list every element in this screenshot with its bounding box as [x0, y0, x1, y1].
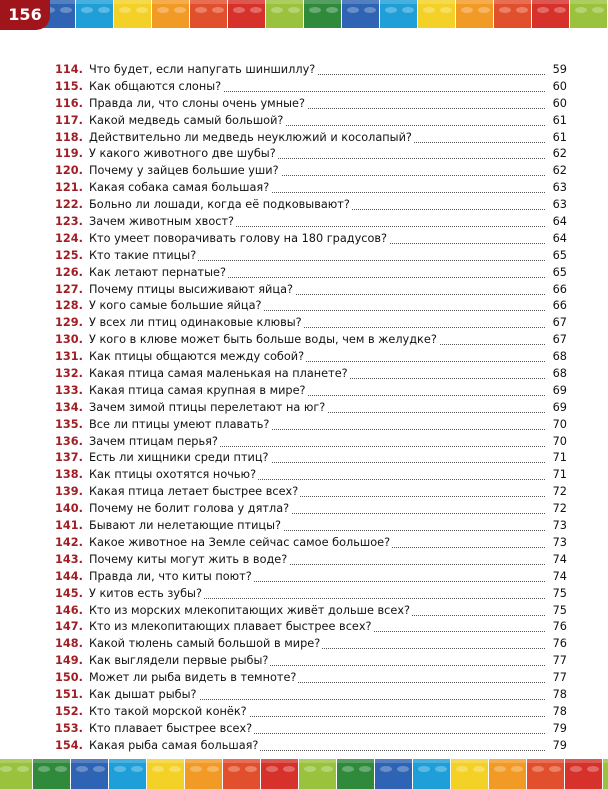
toc-entry-page: 66 — [545, 282, 567, 299]
toc-entry[interactable] — [55, 214, 567, 231]
toc-entry-page: 65 — [545, 248, 567, 265]
toc-entry-page: 69 — [545, 400, 567, 417]
lego-stud — [114, 766, 126, 772]
lego-brick — [152, 0, 189, 28]
lego-brick — [304, 0, 341, 28]
lego-stud — [435, 766, 447, 772]
lego-brick — [603, 759, 608, 789]
lego-brick — [76, 0, 113, 28]
toc-entry-title: Правда ли, что киты поют? — [89, 569, 254, 586]
toc-entry[interactable] — [55, 552, 567, 569]
lego-stud — [98, 7, 110, 13]
toc-entry[interactable] — [55, 501, 567, 518]
toc-entry-page: 74 — [545, 552, 567, 569]
lego-stud — [587, 766, 599, 772]
toc-entry-title: Какая птица самая крупная в мире? — [89, 383, 308, 400]
lego-stud — [321, 766, 333, 772]
lego-stud — [174, 7, 186, 13]
toc-entry[interactable] — [55, 349, 567, 366]
toc-entry[interactable] — [55, 738, 567, 755]
lego-stud — [554, 7, 566, 13]
toc-entry-number: 140. — [55, 502, 83, 516]
toc-entry[interactable] — [55, 535, 567, 552]
toc-entry-page: 71 — [545, 467, 567, 484]
top-lego-border — [0, 0, 608, 28]
lego-stud — [537, 7, 549, 13]
lego-stud — [326, 7, 338, 13]
toc-entry[interactable] — [55, 619, 567, 636]
lego-stud — [228, 766, 240, 772]
toc-entry-title: Какая птица самая маленькая на планете? — [89, 366, 350, 383]
toc-entry-number: 152. — [55, 704, 83, 718]
lego-brick — [266, 0, 303, 28]
toc-entry[interactable] — [55, 96, 567, 113]
lego-stud — [288, 7, 300, 13]
toc-entry[interactable] — [55, 79, 567, 96]
toc-entry-title: У кого в клюве может быть больше воды, чем в желудке? — [89, 332, 439, 349]
toc-entry-number: 121. — [55, 181, 83, 195]
lego-stud — [245, 766, 257, 772]
toc-entry-number: 143. — [55, 552, 83, 566]
lego-stud — [233, 7, 245, 13]
toc-entry[interactable] — [55, 484, 567, 501]
toc-entry[interactable] — [55, 636, 567, 653]
lego-brick — [147, 759, 184, 789]
toc-entry-title: Кто умеет поворачивать голову на 180 градусов? — [89, 231, 389, 248]
toc-entry-page: 65 — [545, 265, 567, 282]
lego-brick — [380, 0, 417, 28]
toc-entry[interactable] — [55, 130, 567, 147]
toc-entry-title: Как общаются слоны? — [89, 79, 223, 96]
toc-entry-page: 64 — [545, 231, 567, 248]
toc-entry-title: Какая рыба самая большая? — [89, 738, 260, 755]
toc-entry[interactable] — [55, 163, 567, 180]
toc-entry-title: Какой тюлень самый большой в мире? — [89, 636, 322, 653]
toc-entry[interactable] — [55, 653, 567, 670]
lego-brick — [375, 759, 412, 789]
toc-entry-number: 153. — [55, 721, 83, 735]
lego-stud — [385, 7, 397, 13]
toc-entry-page: 79 — [545, 738, 567, 755]
toc-entry-page: 76 — [545, 636, 567, 653]
toc-entry-page: 73 — [545, 535, 567, 552]
toc-entry-page: 60 — [545, 96, 567, 113]
toc-entry-page: 69 — [545, 383, 567, 400]
toc-entry-number: 148. — [55, 637, 83, 651]
lego-brick — [33, 759, 70, 789]
lego-stud — [152, 766, 164, 772]
toc-entry-page: 67 — [545, 315, 567, 332]
toc-entry[interactable] — [55, 400, 567, 417]
toc-entry-number: 147. — [55, 620, 83, 634]
lego-stud — [169, 766, 181, 772]
toc-entry-number: 132. — [55, 367, 83, 381]
toc-entry-title: Зачем зимой птицы перелетают на юг? — [89, 400, 327, 417]
page-number: 156 — [0, 0, 50, 30]
toc-entry-number: 126. — [55, 265, 83, 279]
toc-entry[interactable] — [55, 248, 567, 265]
toc-entry-page: 72 — [545, 501, 567, 518]
toc-entry[interactable] — [55, 670, 567, 687]
toc-entry-number: 129. — [55, 316, 83, 330]
toc-entry-page: 68 — [545, 349, 567, 366]
lego-stud — [119, 7, 131, 13]
toc-entry-title: Кто плавает быстрее всех? — [89, 721, 254, 738]
toc-entry-number: 123. — [55, 215, 83, 229]
lego-stud — [212, 7, 224, 13]
toc-entry-title: Какая собака самая большая? — [89, 180, 271, 197]
lego-stud — [17, 766, 29, 772]
toc-entry-number: 130. — [55, 333, 83, 347]
toc-entry-number: 151. — [55, 687, 83, 701]
toc-entry-title: Как дышат рыбы? — [89, 687, 199, 704]
toc-entry-page: 62 — [545, 163, 567, 180]
toc-entry[interactable] — [55, 332, 567, 349]
toc-entry-number: 136. — [55, 434, 83, 448]
toc-entry[interactable] — [55, 586, 567, 603]
lego-stud — [250, 7, 262, 13]
toc-entry-number: 128. — [55, 299, 83, 313]
toc-entry-number: 116. — [55, 96, 83, 110]
lego-stud — [283, 766, 295, 772]
toc-entry-title: У кого самые большие яйца? — [89, 298, 264, 315]
toc-entry-page: 76 — [545, 619, 567, 636]
lego-stud — [347, 7, 359, 13]
toc-entry-title: Кто из морских млекопитающих живёт дольше всех? — [89, 603, 412, 620]
toc-entry[interactable] — [55, 180, 567, 197]
toc-entry-title: Почему киты могут жить в воде? — [89, 552, 289, 569]
lego-brick — [261, 759, 298, 789]
lego-brick — [109, 759, 146, 789]
toc-entry-title: Есть ли хищники среди птиц? — [89, 450, 271, 467]
toc-entry-number: 138. — [55, 468, 83, 482]
lego-brick — [337, 759, 374, 789]
toc-entry-number: 137. — [55, 451, 83, 465]
lego-brick — [532, 0, 569, 28]
lego-stud — [397, 766, 409, 772]
toc-entry-page: 68 — [545, 366, 567, 383]
lego-brick — [451, 759, 488, 789]
lego-stud — [473, 766, 485, 772]
toc-entry-number: 150. — [55, 671, 83, 685]
toc-entry[interactable] — [55, 62, 567, 79]
toc-entry-number: 118. — [55, 130, 83, 144]
toc-entry-number: 135. — [55, 417, 83, 431]
toc-entry[interactable] — [55, 434, 567, 451]
toc-entry-number: 131. — [55, 350, 83, 364]
toc-entry-number: 146. — [55, 603, 83, 617]
toc-entry-page: 64 — [545, 214, 567, 231]
toc-entry[interactable] — [55, 417, 567, 434]
lego-brick — [565, 759, 602, 789]
lego-stud — [499, 7, 511, 13]
lego-stud — [266, 766, 278, 772]
toc-entry-page: 61 — [545, 130, 567, 147]
toc-entry-number: 127. — [55, 282, 83, 296]
lego-brick — [185, 759, 222, 789]
toc-entry[interactable] — [55, 315, 567, 332]
toc-entry[interactable] — [55, 467, 567, 484]
toc-entry-page: 63 — [545, 180, 567, 197]
toc-entry-page: 61 — [545, 113, 567, 130]
toc-entry-number: 119. — [55, 147, 83, 161]
toc-entry-page: 77 — [545, 670, 567, 687]
toc-entry[interactable] — [55, 113, 567, 130]
lego-stud — [511, 766, 523, 772]
toc-entry[interactable] — [55, 687, 567, 704]
lego-stud — [342, 766, 354, 772]
toc-entry-page: 60 — [545, 79, 567, 96]
toc-entry-page: 75 — [545, 586, 567, 603]
toc-entry-number: 133. — [55, 383, 83, 397]
toc-entry-title: Больно ли лошади, когда её подковывают? — [89, 197, 352, 214]
lego-stud — [549, 766, 561, 772]
lego-stud — [461, 7, 473, 13]
lego-brick — [228, 0, 265, 28]
lego-stud — [136, 7, 148, 13]
toc-entry-page: 70 — [545, 417, 567, 434]
toc-entry-number: 144. — [55, 569, 83, 583]
lego-stud — [157, 7, 169, 13]
toc-entry[interactable] — [55, 569, 567, 586]
lego-stud — [195, 7, 207, 13]
lego-stud — [570, 766, 582, 772]
toc-entry[interactable] — [55, 383, 567, 400]
toc-entry-title: Действительно ли медведь неуклюжий и косолапый? — [89, 130, 414, 147]
lego-stud — [309, 7, 321, 13]
lego-stud — [402, 7, 414, 13]
lego-stud — [304, 766, 316, 772]
toc-entry-title: Бывают ли нелетающие птицы? — [89, 518, 283, 535]
toc-entry-title: Как птицы охотятся ночью? — [89, 467, 258, 484]
toc-entry-title: Кто такой морской конёк? — [89, 704, 249, 721]
bottom-lego-border — [0, 759, 608, 789]
lego-stud — [575, 7, 587, 13]
toc-entry-page: 63 — [545, 197, 567, 214]
toc-entry[interactable] — [55, 704, 567, 721]
lego-stud — [364, 7, 376, 13]
toc-entry-number: 114. — [55, 63, 83, 76]
toc-entry-number: 117. — [55, 113, 83, 127]
toc-entry-page: 78 — [545, 687, 567, 704]
toc-entry-number: 122. — [55, 198, 83, 212]
lego-stud — [494, 766, 506, 772]
lego-stud — [207, 766, 219, 772]
lego-brick — [114, 0, 151, 28]
toc-entry-number: 142. — [55, 535, 83, 549]
lego-stud — [478, 7, 490, 13]
toc-entry[interactable] — [55, 603, 567, 620]
toc-entry-page: 74 — [545, 569, 567, 586]
toc-entry-title: Почему не болит голова у дятла? — [89, 501, 291, 518]
toc-entry-page: 67 — [545, 332, 567, 349]
toc-entry-number: 120. — [55, 164, 83, 178]
lego-brick — [190, 0, 227, 28]
lego-stud — [456, 766, 468, 772]
lego-stud — [76, 766, 88, 772]
toc-entry-page: 71 — [545, 450, 567, 467]
lego-stud — [38, 766, 50, 772]
lego-brick — [223, 759, 260, 789]
toc-entry-page: 70 — [545, 434, 567, 451]
table-of-contents — [55, 62, 567, 755]
toc-entry-title: Как летают пернатые? — [89, 265, 228, 282]
toc-entry[interactable] — [55, 450, 567, 467]
lego-stud — [271, 7, 283, 13]
lego-stud — [532, 766, 544, 772]
lego-brick — [342, 0, 379, 28]
toc-entry-number: 125. — [55, 248, 83, 262]
lego-stud — [131, 766, 143, 772]
lego-brick — [0, 759, 32, 789]
lego-stud — [516, 7, 528, 13]
toc-entry-title: Какая птица летает быстрее всех? — [89, 484, 300, 501]
toc-entry-title: Все ли птицы умеют плавать? — [89, 417, 271, 434]
toc-entry[interactable] — [55, 231, 567, 248]
toc-entry-title: Какое животное на Земле сейчас самое большое? — [89, 535, 392, 552]
toc-entry-title: Почему птицы высиживают яйца? — [89, 282, 295, 299]
toc-entry-page: 73 — [545, 518, 567, 535]
lego-brick — [489, 759, 526, 789]
lego-brick — [413, 759, 450, 789]
toc-entry-title: У китов есть зубы? — [89, 586, 204, 603]
toc-entry[interactable] — [55, 721, 567, 738]
lego-brick — [570, 0, 607, 28]
toc-entry[interactable] — [55, 298, 567, 315]
toc-entry-number: 145. — [55, 586, 83, 600]
lego-stud — [592, 7, 604, 13]
toc-entry-title: Почему у зайцев большие уши? — [89, 163, 281, 180]
toc-entry[interactable] — [55, 265, 567, 282]
toc-entry-title: Как выглядели первые рыбы? — [89, 653, 270, 670]
lego-brick — [299, 759, 336, 789]
toc-entry-page: 78 — [545, 704, 567, 721]
toc-entry-title: Зачем животным хвост? — [89, 214, 236, 231]
lego-stud — [0, 766, 12, 772]
toc-entry-page: 62 — [545, 146, 567, 163]
toc-entry-page: 79 — [545, 721, 567, 738]
toc-entry[interactable] — [55, 518, 567, 535]
toc-entry-title: У всех ли птиц одинаковые клювы? — [89, 315, 304, 332]
toc-entry[interactable] — [55, 366, 567, 383]
toc-entry-title: Кто из млекопитающих плавает быстрее всех? — [89, 619, 374, 636]
lego-brick — [494, 0, 531, 28]
toc-entry[interactable] — [55, 282, 567, 299]
lego-stud — [423, 7, 435, 13]
toc-entry-number: 139. — [55, 485, 83, 499]
lego-brick — [418, 0, 455, 28]
toc-entry-number: 115. — [55, 79, 83, 93]
lego-brick — [456, 0, 493, 28]
toc-entry-page: 66 — [545, 298, 567, 315]
lego-stud — [81, 7, 93, 13]
toc-entry-number: 154. — [55, 738, 83, 752]
lego-stud — [60, 7, 72, 13]
toc-entry[interactable] — [55, 197, 567, 214]
toc-entry-title: Что будет, если напугать шиншиллу? — [89, 62, 317, 79]
toc-entry-page: 77 — [545, 653, 567, 670]
toc-entry-title: Может ли рыба видеть в темноте? — [89, 670, 298, 687]
toc-entry-page: 72 — [545, 484, 567, 501]
lego-stud — [418, 766, 430, 772]
toc-entry-number: 149. — [55, 654, 83, 668]
toc-entry-title: Кто такие птицы? — [89, 248, 198, 265]
lego-brick — [71, 759, 108, 789]
toc-entry-title: Зачем птицам перья? — [89, 434, 220, 451]
lego-stud — [359, 766, 371, 772]
toc-entry-number: 141. — [55, 519, 83, 533]
toc-entry[interactable] — [55, 146, 567, 163]
toc-entry-title: У какого животного две шубы? — [89, 146, 278, 163]
lego-stud — [440, 7, 452, 13]
toc-entry-title: Какой медведь самый большой? — [89, 113, 285, 130]
lego-stud — [190, 766, 202, 772]
lego-brick — [527, 759, 564, 789]
lego-stud — [55, 766, 67, 772]
toc-entry-number: 124. — [55, 231, 83, 245]
toc-entry-page: 59 — [545, 62, 567, 79]
toc-entry-title: Правда ли, что слоны очень умные? — [89, 96, 307, 113]
lego-stud — [93, 766, 105, 772]
toc-entry-number: 134. — [55, 400, 83, 414]
lego-stud — [380, 766, 392, 772]
toc-entry-title: Как птицы общаются между собой? — [89, 349, 306, 366]
toc-entry-page: 75 — [545, 603, 567, 620]
